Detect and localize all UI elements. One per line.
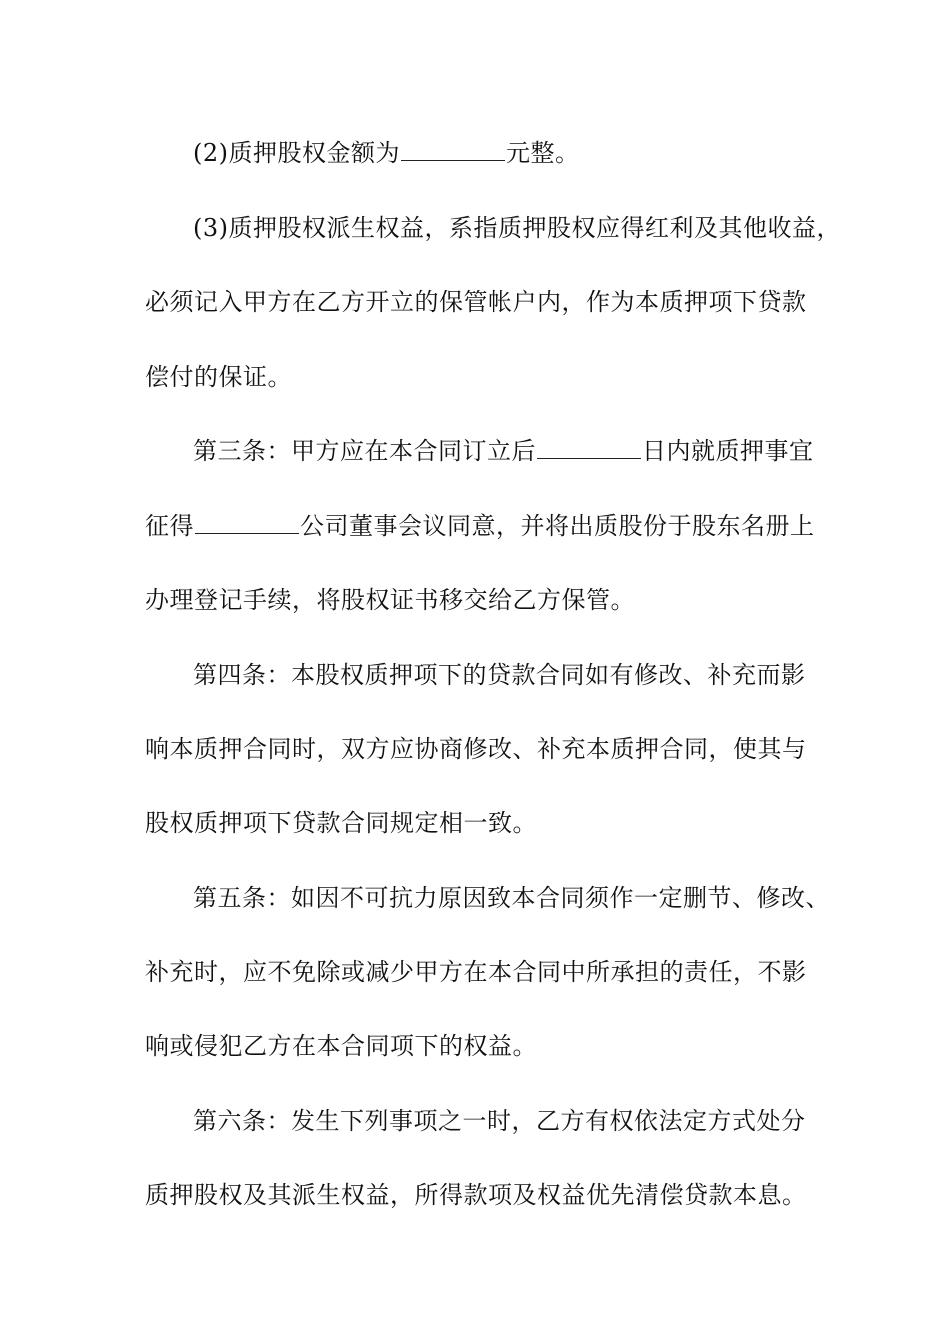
article3-line2-after: 公司董事会议同意，并将出质股份于股东名册上 bbox=[300, 512, 815, 540]
article4-line1: 第四条：本股权质押项下的贷款合同如有修改、补充而影 bbox=[193, 661, 806, 689]
item3-line3: 偿付的保证。 bbox=[145, 363, 292, 391]
article3-line1 bbox=[193, 436, 814, 466]
item3-line2: 必须记入甲方在乙方开立的保管帐户内，作为本质押项下贷款 bbox=[145, 288, 807, 316]
article3-line2 bbox=[145, 511, 815, 541]
article6-line2: 质押股权及其派生权益，所得款项及权益优先清偿贷款本息。 bbox=[145, 1181, 807, 1209]
item2-text-before: (2)质押股权金额为 bbox=[193, 139, 400, 167]
item3-line1: (3)质押股权派生权益，系指质押股权应得红利及其他收益， bbox=[193, 214, 841, 242]
item2-line bbox=[193, 138, 580, 168]
article6-line1: 第六条：发生下列事项之一时，乙方有权依法定方式处分 bbox=[193, 1107, 806, 1135]
article5-line3: 响或侵犯乙方在本合同项下的权益。 bbox=[145, 1032, 537, 1060]
article4-line3: 股权质押项下贷款合同规定相一致。 bbox=[145, 809, 537, 837]
item2-text-after: 元整。 bbox=[506, 139, 580, 167]
pledge-amount-blank bbox=[401, 138, 505, 161]
days-blank bbox=[537, 436, 641, 459]
article5-line2: 补充时，应不免除或减少甲方在本合同中所承担的责任，不影 bbox=[145, 958, 807, 986]
article3-line2-before: 征得 bbox=[145, 512, 194, 540]
article5-line1: 第五条：如因不可抗力原因致本合同须作一定删节、修改、 bbox=[193, 884, 830, 912]
company-name-blank bbox=[195, 511, 299, 534]
article3-line3: 办理登记手续，将股权证书移交给乙方保管。 bbox=[145, 586, 635, 614]
article4-line2: 响本质押合同时，双方应协商修改、补充本质押合同，使其与 bbox=[145, 735, 807, 763]
article3-text-after: 日内就质押事宜 bbox=[642, 437, 814, 465]
article3-text-before: 第三条：甲方应在本合同订立后 bbox=[193, 437, 536, 465]
